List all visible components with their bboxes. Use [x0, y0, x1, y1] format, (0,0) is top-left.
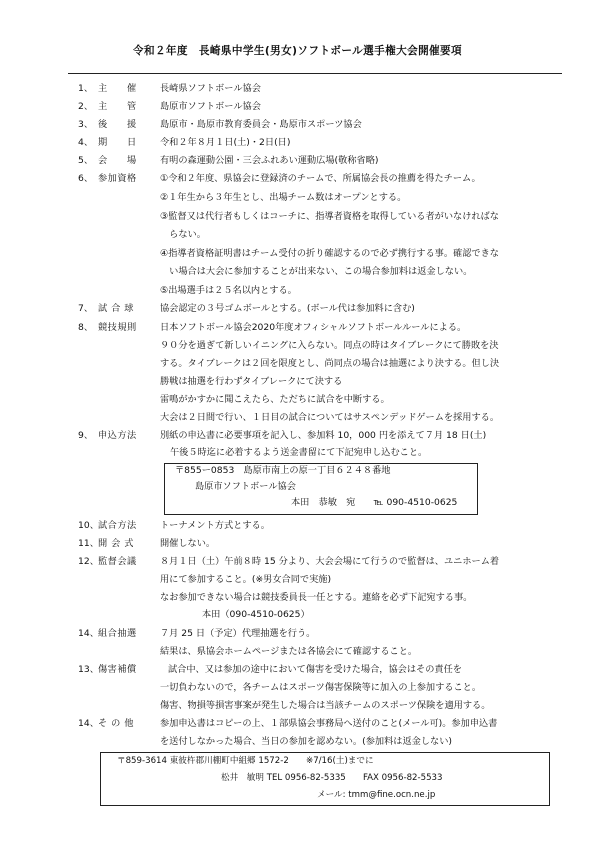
item-label: そ の 他 — [98, 718, 134, 729]
item-text: ④指導者資格証明書はチーム受付の折り確認するので必ず携行する事。確認できな — [160, 248, 499, 259]
contact-line: 松井 敏明 TEL 0956-82-5335 FAX 0956-82-5533 — [221, 773, 443, 783]
item-text: ①令和２年度、県協会に登録済のチームで、所属協会長の推薦を得たチーム。 — [160, 173, 481, 184]
item-text: 島原市・島原市教育委員会・島原市スポーツ協会 — [160, 119, 362, 130]
item-text: ９０分を過ぎて新しいイニングに入らない。同点の時はタイブレークにて勝敗を決 — [160, 340, 499, 351]
item-text: 有明の森運動公園・三会ふれあい運動広場(敬称省略) — [160, 155, 379, 166]
item-label: 開 会 式 — [98, 538, 134, 549]
item-number: 8、 — [78, 322, 94, 333]
item-number: 9、 — [78, 430, 94, 441]
item-text: する。タイブレークは２回を限度とし、尚同点の場合は抽選により決する。但し決 — [160, 358, 500, 369]
item-label: 監督会議 — [98, 556, 137, 567]
item-text: 開催しない。 — [160, 538, 216, 549]
item-number: 1、 — [78, 83, 94, 94]
item-opening — [0, 537, 595, 551]
item-text: 勝戦は抽選を行わずタイブレークにて決する — [160, 376, 343, 387]
item-text: 島原市ソフトボール協会 — [160, 101, 261, 112]
item-text: 大会は２日間で行い、１日目の試合についてはサスペンデッドゲームを採用する。 — [160, 412, 500, 423]
item-label: 会 場 — [98, 155, 137, 166]
item-number: 6、 — [78, 173, 94, 184]
item-label: 期 日 — [98, 137, 137, 148]
item-label: 傷害補償 — [98, 664, 137, 675]
item-text: トーナメント方式とする。 — [160, 520, 270, 531]
item-label: 後 援 — [98, 119, 137, 130]
item-text: 雷鳴がかすかに聞こえたら、ただちに試合を中断する。 — [160, 394, 390, 405]
item-ball — [0, 302, 595, 316]
item-text: 長崎県ソフトボール協会 — [160, 83, 261, 94]
contact-address-box — [100, 752, 550, 806]
item-venue — [0, 154, 595, 168]
item-managers-meeting — [0, 555, 595, 569]
title-underline — [68, 73, 562, 74]
item-host — [0, 82, 595, 96]
item-text: 令和２年８月１日(土)・2日(日) — [160, 137, 291, 148]
item-text: 協会認定の３号ゴムボールとする。(ボール代は参加料に含む) — [160, 303, 415, 314]
item-application — [0, 429, 595, 443]
item-number: 5、 — [78, 155, 94, 166]
address-line: 〒859-3614 東彼杵郡川棚町中組郷 1572-2 ※7/16(土)までに — [117, 756, 374, 766]
item-draw — [0, 627, 595, 641]
item-number: 10、 — [78, 520, 99, 531]
item-label: 試 合 球 — [98, 303, 134, 314]
item-text: 一切負わないので，各チームはスポーツ傷害保険等に加入の上参加すること。 — [160, 682, 482, 693]
item-text: 本田（090-4510-0625） — [202, 609, 310, 620]
item-text: ７月 25 日（予定）代理抽選を行う。 — [160, 628, 316, 639]
item-number: 12、 — [78, 556, 99, 567]
email-line: メール: tmm@fine.ocn.ne.jp — [317, 790, 436, 800]
item-text: ②１年生から３年生とし、出場チーム数はオープンとする。 — [160, 192, 407, 203]
item-text: 参加申込書はコピーの上、１部県協会事務局へ送付のこと(メール可)。参加申込書 — [160, 718, 498, 729]
item-rules — [0, 321, 595, 335]
address-line: 〒855ー0853 島原市南上の原一丁目６２４８番地 — [175, 465, 391, 476]
item-text: い場合は大会に参加することが出来ない、この場合参加料は返金しない。 — [160, 266, 473, 277]
item-text: ⑤出場選手は２５名以内とする。 — [160, 285, 297, 296]
item-label: 参加資格 — [98, 173, 137, 184]
item-text: 午後５時迄に必着するよう送金書留にて下記宛申し込むこと。 — [170, 447, 428, 458]
item-format — [0, 519, 595, 533]
item-sponsor — [0, 118, 595, 132]
page-title: 令和２年度 長崎県中学生(男女)ソフトボール選手権大会開催要項 — [132, 45, 463, 57]
item-date — [0, 136, 595, 150]
item-label: 組合抽選 — [98, 628, 137, 639]
item-organizer — [0, 100, 595, 114]
item-label: 申込方法 — [98, 430, 137, 441]
item-number: 14、 — [78, 718, 99, 729]
item-text: を送付しなかった場合、当日の参加を認めない。(参加料は返金しない) — [160, 736, 452, 747]
contact-line: 本田 恭敏 宛 ℡ 090-4510-0625 — [291, 497, 458, 508]
item-number: 3、 — [78, 119, 94, 130]
item-label: 試合方法 — [98, 520, 137, 531]
item-label: 競技規則 — [98, 322, 137, 333]
item-text: 用にて参加すること。(※男女合同で実施) — [160, 574, 332, 585]
item-number: 4、 — [78, 137, 94, 148]
item-text: 日本ソフトボール協会2020年度オフィシャルソフトボールルールによる。 — [160, 322, 467, 333]
item-number: 11、 — [78, 538, 99, 549]
application-address-box — [164, 463, 478, 515]
item-text: なお参加できない場合は競技委員長一任とする。連絡を必ず下記宛する事。 — [160, 592, 473, 603]
item-text: 傷害、物損等損害事案が発生した場合は当該チームのスポーツ保険を適用する。 — [160, 700, 491, 711]
item-text: らない。 — [160, 229, 206, 240]
item-injury — [0, 663, 595, 677]
item-other — [0, 717, 595, 731]
item-eligibility — [0, 172, 595, 186]
item-number: 7、 — [78, 303, 94, 314]
item-label: 主 管 — [98, 101, 137, 112]
item-number: 13、 — [78, 664, 99, 675]
item-number: 14、 — [78, 628, 99, 639]
item-label: 主 催 — [98, 83, 137, 94]
association-name: 島原市ソフトボール協会 — [195, 481, 296, 492]
item-number: 2、 — [78, 101, 94, 112]
item-text: 別紙の申込書に必要事項を記入し、参加料 10，000 円を添えて７月 18 日(土) — [160, 430, 487, 441]
item-text: 結果は、県協会ホームページまたは各協会にて確認すること。 — [160, 646, 418, 657]
item-text: 試合中、又は参加の途中において傷害を受けた場合，協会はその責任を — [168, 664, 462, 675]
item-text: ８月１日（土）午前８時 15 分より、大会会場にて行うので監督は、ユニホーム着 — [160, 556, 500, 567]
item-text: ③監督又は代行者もしくはコーチに、指導者資格を取得している者がいなければな — [160, 211, 499, 222]
